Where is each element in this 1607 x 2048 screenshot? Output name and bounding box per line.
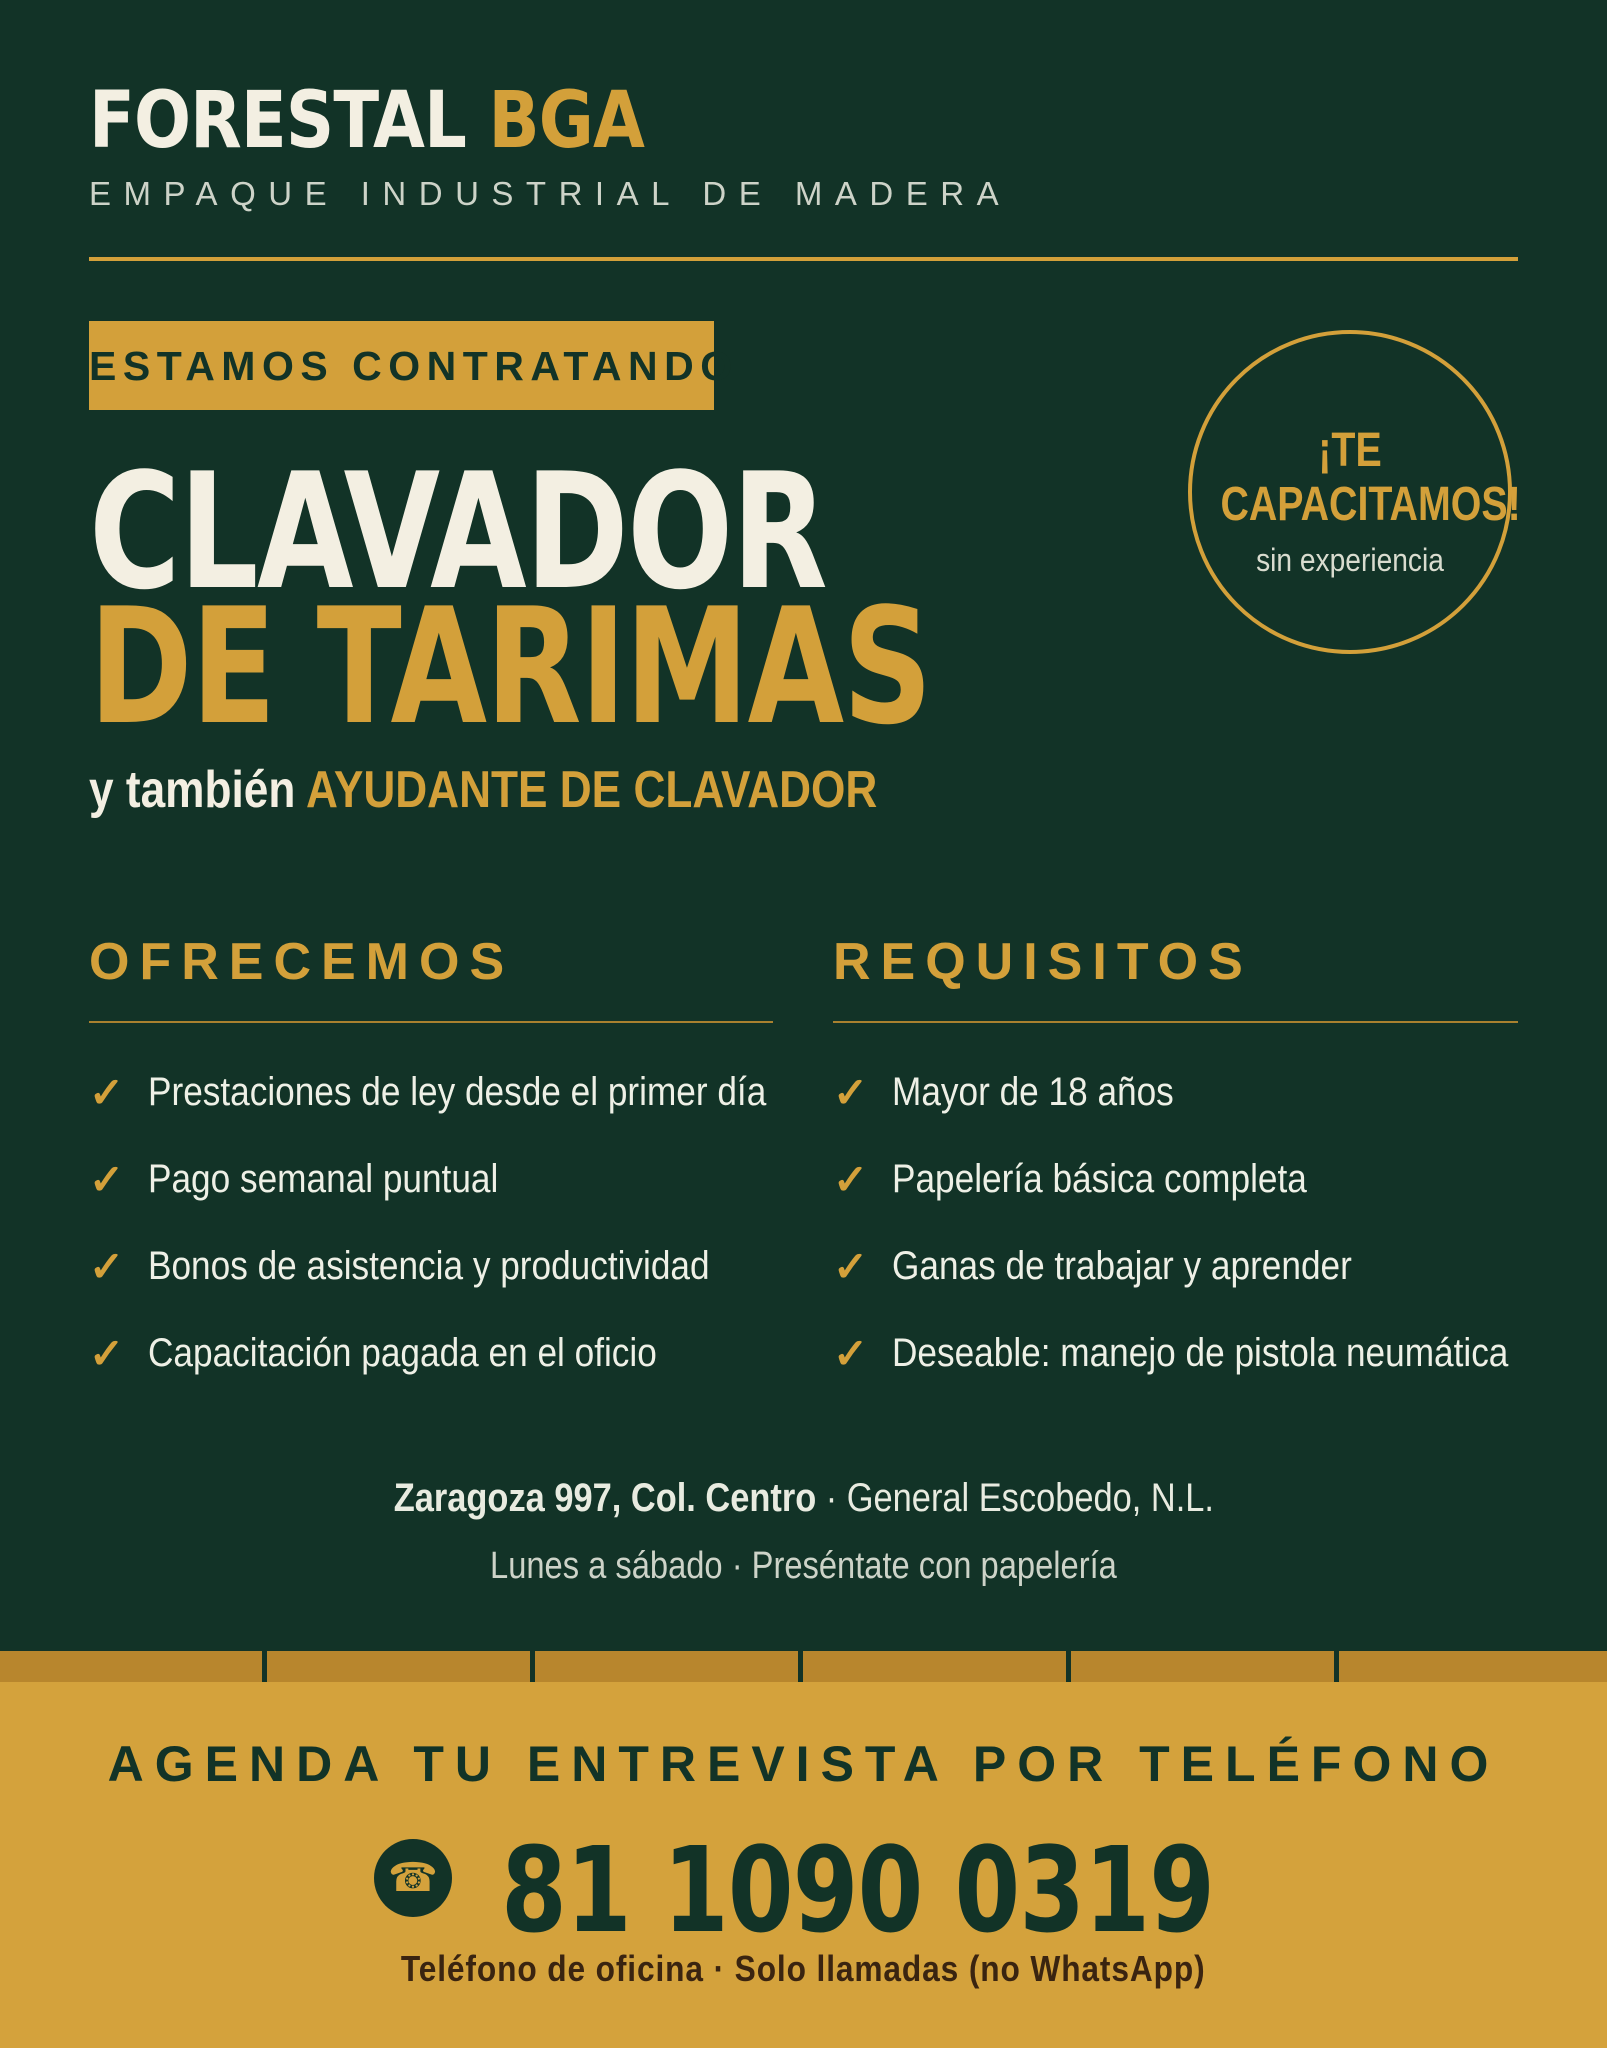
slat-divider — [262, 1651, 267, 1682]
check-icon: ✓ — [89, 1243, 125, 1290]
subtitle-prefix: y también — [89, 761, 296, 819]
phone-number[interactable]: 81 1090 0319 — [501, 1821, 1214, 1959]
offer-text: Pago semanal puntual — [148, 1157, 499, 1201]
phone-row — [0, 1821, 1607, 1959]
check-icon: ✓ — [833, 1156, 869, 1203]
slat-divider — [798, 1651, 803, 1682]
phone-note-text: Teléfono de oficina · Solo llamadas (no WhatsApp) — [401, 1948, 1206, 1989]
requirements-list — [833, 1068, 1553, 1416]
requirement-text: Ganas de trabajar y aprender — [892, 1244, 1352, 1288]
address-street: Zaragoza 997, Col. Centro — [393, 1476, 816, 1520]
offers-heading: OFRECEMOS — [89, 933, 515, 991]
phone-icon: ☎ — [374, 1839, 452, 1917]
offer-text: Bonos de asistencia y productividad — [148, 1244, 710, 1288]
list-item — [89, 1155, 779, 1242]
phone-note — [0, 1948, 1607, 1990]
subtitle-accent: AYUDANTE DE CLAVADOR — [305, 761, 878, 819]
address-separator: · — [815, 1476, 847, 1520]
requirement-text: Papelería básica completa — [892, 1157, 1307, 1201]
brand-name: FORESTAL — [89, 76, 466, 166]
job-title-line1: CLAVADOR — [89, 438, 827, 625]
check-icon: ✓ — [833, 1330, 869, 1377]
check-icon: ✓ — [833, 1243, 869, 1290]
slat-divider — [1334, 1651, 1339, 1682]
list-item — [833, 1242, 1553, 1329]
requirement-text: Deseable: manejo de pistola neumática — [892, 1331, 1509, 1375]
badge-line3: sin experiencia — [1256, 542, 1444, 578]
slat-divider — [1066, 1651, 1071, 1682]
address-city: General Escobedo, N.L. — [846, 1476, 1214, 1520]
badge-line1: ¡TE — [1318, 424, 1382, 477]
job-title-line2: DE TARIMAS — [89, 573, 931, 760]
brand-tagline: EMPAQUE INDUSTRIAL DE MADERA — [89, 175, 1012, 212]
hiring-banner-text: ESTAMOS CONTRATANDO — [89, 343, 739, 389]
requirements-divider — [833, 1021, 1518, 1023]
list-item — [833, 1068, 1553, 1155]
job-subtitle — [89, 760, 877, 820]
hours-text: Lunes a sábado · Preséntate con papelería — [490, 1545, 1117, 1587]
badge-headline — [1220, 424, 1521, 532]
check-icon: ✓ — [89, 1069, 125, 1116]
list-item — [89, 1068, 779, 1155]
offer-text: Prestaciones de ley desde el primer día — [148, 1070, 767, 1114]
offers-divider — [89, 1021, 773, 1023]
hiring-banner — [89, 321, 739, 410]
address-line — [0, 1476, 1607, 1521]
interview-heading: AGENDA TU ENTREVISTA POR TELÉFONO — [107, 1736, 1500, 1792]
check-icon: ✓ — [89, 1330, 125, 1377]
brand-accent: BGA — [488, 76, 644, 166]
hours-line — [0, 1545, 1607, 1588]
contact-footer — [0, 1651, 1607, 2048]
offers-list — [89, 1068, 779, 1416]
brand-logo — [89, 76, 644, 166]
list-item — [89, 1329, 779, 1416]
requirement-text: Mayor de 18 años — [892, 1070, 1174, 1114]
list-item — [833, 1155, 1553, 1242]
header-divider — [89, 257, 1518, 261]
offer-text: Capacitación pagada en el oficio — [148, 1331, 657, 1375]
check-icon: ✓ — [833, 1069, 869, 1116]
check-icon: ✓ — [89, 1156, 125, 1203]
pallet-slats — [0, 1651, 1607, 1682]
slat-divider — [530, 1651, 535, 1682]
list-item — [89, 1242, 779, 1329]
list-item — [833, 1329, 1553, 1416]
training-badge — [1188, 330, 1521, 654]
badge-line2: CAPACITAMOS! — [1220, 478, 1521, 531]
requirements-heading: REQUISITOS — [833, 933, 1253, 991]
